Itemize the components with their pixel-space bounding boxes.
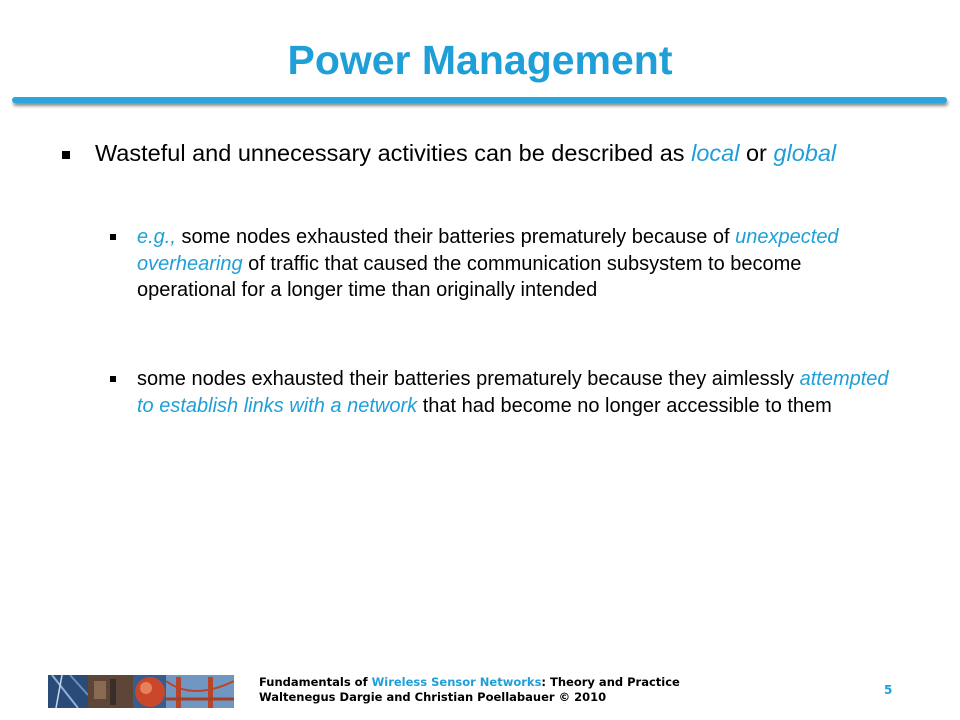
sub-bullet-text: of traffic that caused the communication subsystem to become operational for a longer time than originally intended xyxy=(137,252,802,301)
footer-banner-image xyxy=(48,675,234,708)
footer-accent-text: Wireless Sensor Networks xyxy=(371,675,542,689)
sub-bullet-square-icon xyxy=(110,234,116,240)
footer-text: Fundamentals of xyxy=(259,675,372,689)
slide-title: Power Management xyxy=(287,37,673,83)
page-number: 5 xyxy=(884,683,893,697)
bullet-text: or xyxy=(739,140,774,166)
sub-bullet-text: some nodes exhausted their batteries prematurely because of xyxy=(175,226,736,248)
footer-citation xyxy=(259,675,680,705)
emphasis-unexpected-overhearing: unexpected overhearing xyxy=(137,226,839,275)
emphasis-global: global xyxy=(773,140,837,166)
sub-bullet-text: some nodes exhausted their batteries prematurely because they aimlessly xyxy=(137,368,800,390)
sub-bullet-links xyxy=(137,366,902,419)
footer-line-2: Waltenegus Dargie and Christian Poellabauer © 2010 xyxy=(259,690,607,704)
bullet-square-icon xyxy=(62,151,70,159)
footer-line-1 xyxy=(259,675,680,690)
emphasis-attempted-links: attempted to establish links with a network xyxy=(137,368,889,417)
sub-bullet-square-icon xyxy=(110,376,116,382)
sub-bullet-text: that had become no longer accessible to them xyxy=(417,394,832,417)
emphasis-local: local xyxy=(691,140,740,166)
sub-bullet-overhearing xyxy=(137,224,902,304)
bullet-wasteful-activities xyxy=(95,138,895,169)
footer-text: : Theory and Practice xyxy=(541,675,680,689)
bullet-text: Wasteful and unnecessary activities can be described as xyxy=(95,140,692,166)
emphasis-eg: e.g., xyxy=(137,226,176,248)
title-underline xyxy=(12,97,947,103)
